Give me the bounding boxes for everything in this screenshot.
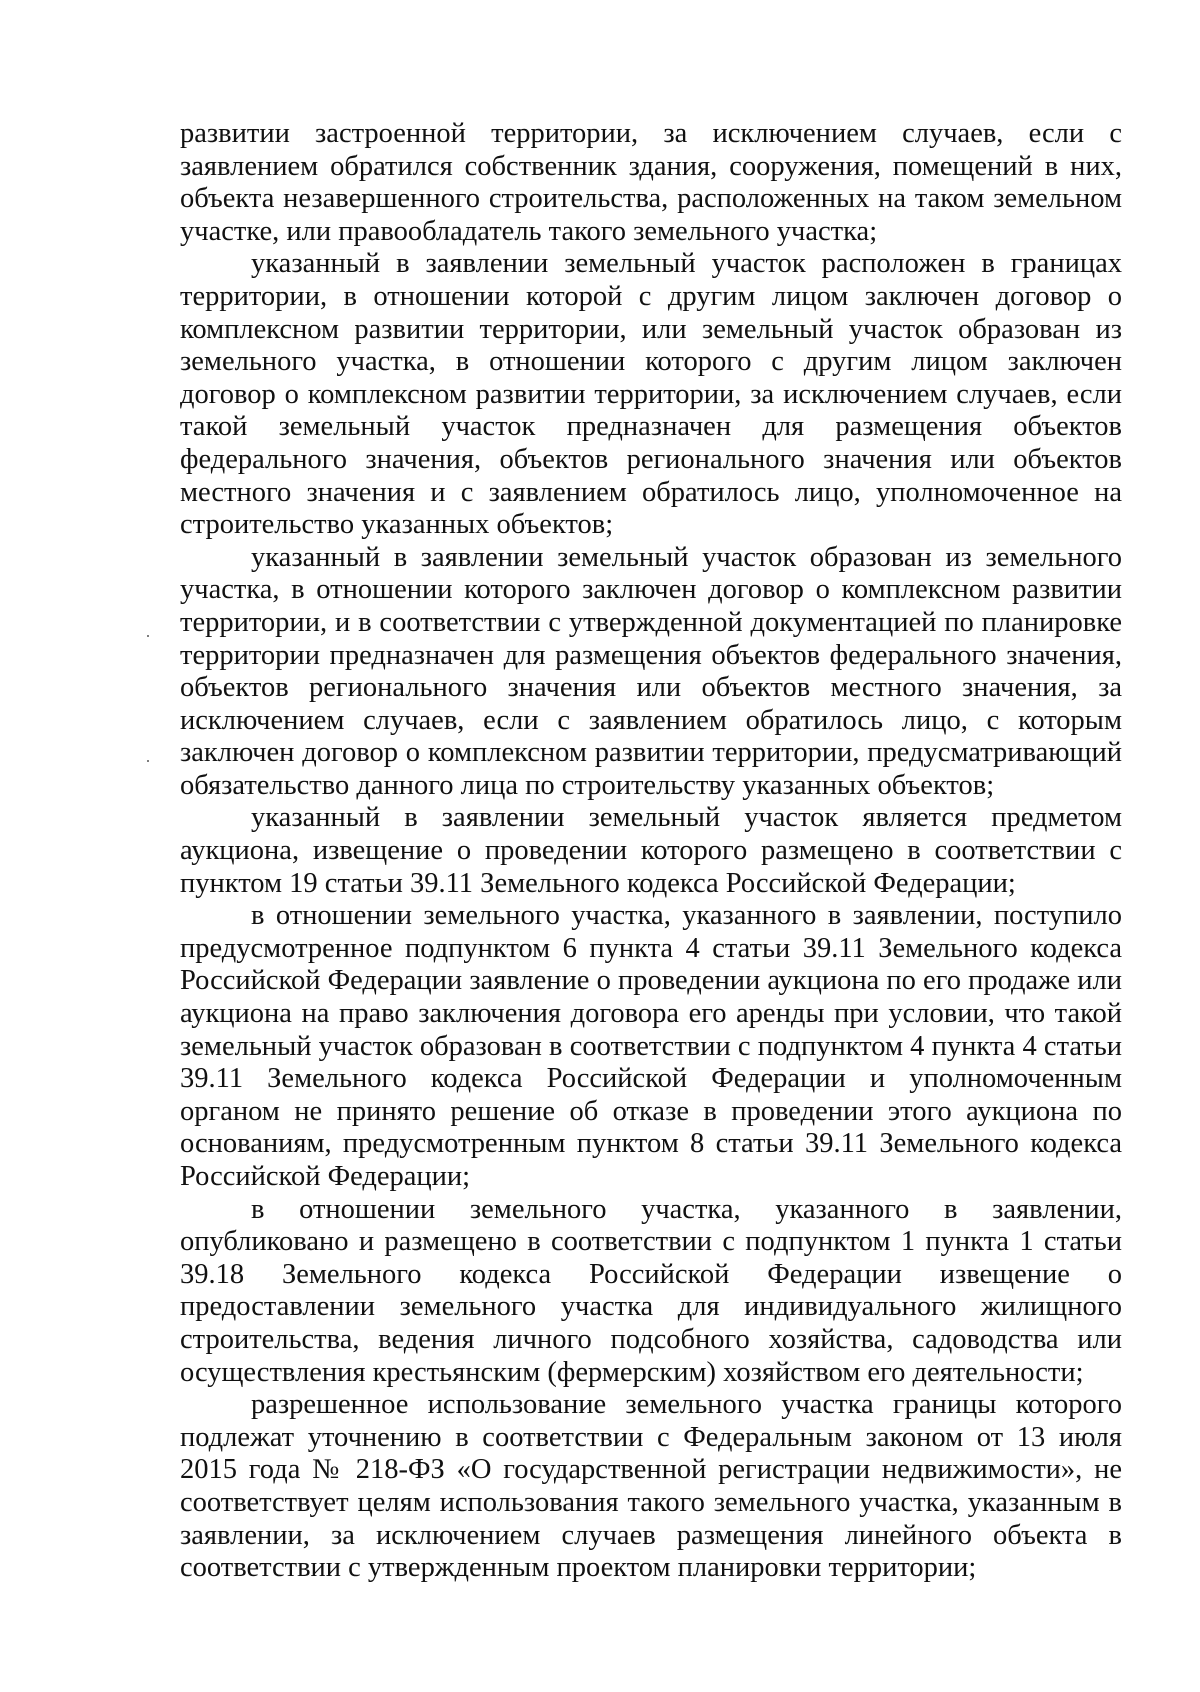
paragraph-2: указанный в заявлении земельный участок расположен в границах территории, в отношении которой с другим лицом заключен договор о комплексном развитии территории, или земельный участок образован из земельного участка, в отношении которого с другим лицом заключен договор о комплексном развитии территории, за исключением случаев, если такой земельный участок предназначен для размещения объектов федерального значения, объектов регионального значения или объектов местного значения и с заявлением обратилось лицо, уполномоченное на строительство указанных объектов;: [180, 248, 1122, 541]
paragraph-3: указанный в заявлении земельный участок образован из земельного участка, в отношении которого заключен договор о комплексном развитии территории, и в соответствии с утвержденной документацией по планировке территории предназначен для размещения объектов федерального значения, объектов регионального значения или объектов местного значения, за исключением случаев, если с заявлением обратилось лицо, с которым заключен договор о комплексном развитии территории, предусматривающий обязательство данного лица по строительству указанных объектов;: [180, 541, 1122, 801]
paragraph-4: указанный в заявлении земельный участок является предметом аукциона, извещение о проведении которого размещено в соответствии с пунктом 19 статьи 39.11 Земельного кодекса Российской Федерации;: [180, 802, 1122, 899]
document-body: [180, 118, 1122, 1585]
margin-mark: [147, 760, 149, 762]
paragraph-6: в отношении земельного участка, указанного в заявлении, опубликовано и размещено в соответствии с подпунктом 1 пункта 1 статьи 39.18 Земельного кодекса Российской Федерации извещение о предоставлении земельного участка для индивидуального жилищного строительства, ведения личного подсобного хозяйства, садоводства или осуществления крестьянским (фермерским) хозяйством его деятельности;: [180, 1193, 1122, 1388]
paragraph-1: развитии застроенной территории, за исключением случаев, если с заявлением обратился собственник здания, сооружения, помещений в них, объекта незавершенного строительства, расположенных на таком земельном участке, или правообладатель такого земельного участка;: [180, 118, 1122, 247]
margin-mark: [147, 635, 149, 637]
paragraph-5: в отношении земельного участка, указанного в заявлении, поступило предусмотренное подпунктом 6 пункта 4 статьи 39.11 Земельного кодекса Российской Федерации заявление о проведении аукциона по его продаже или аукциона на право заключения договора его аренды при условии, что такой земельный участок образован в соответствии с подпунктом 4 пункта 4 статьи 39.11 Земельного кодекса Российской Федерации и уполномоченным органом не принято решение об отказе в проведении этого аукциона по основаниям, предусмотренным пунктом 8 статьи 39.11 Земельного кодекса Российской Федерации;: [180, 900, 1122, 1192]
paragraph-7: разрешенное использование земельного участка границы которого подлежат уточнению в соответствии с Федеральным законом от 13 июля 2015 года № 218-ФЗ «О государственной регистрации недвижимости», не соответствует целям использования такого земельного участка, указанным в заявлении, за исключением случаев размещения линейного объекта в соответствии с утвержденным проектом планировки территории;: [180, 1389, 1122, 1584]
